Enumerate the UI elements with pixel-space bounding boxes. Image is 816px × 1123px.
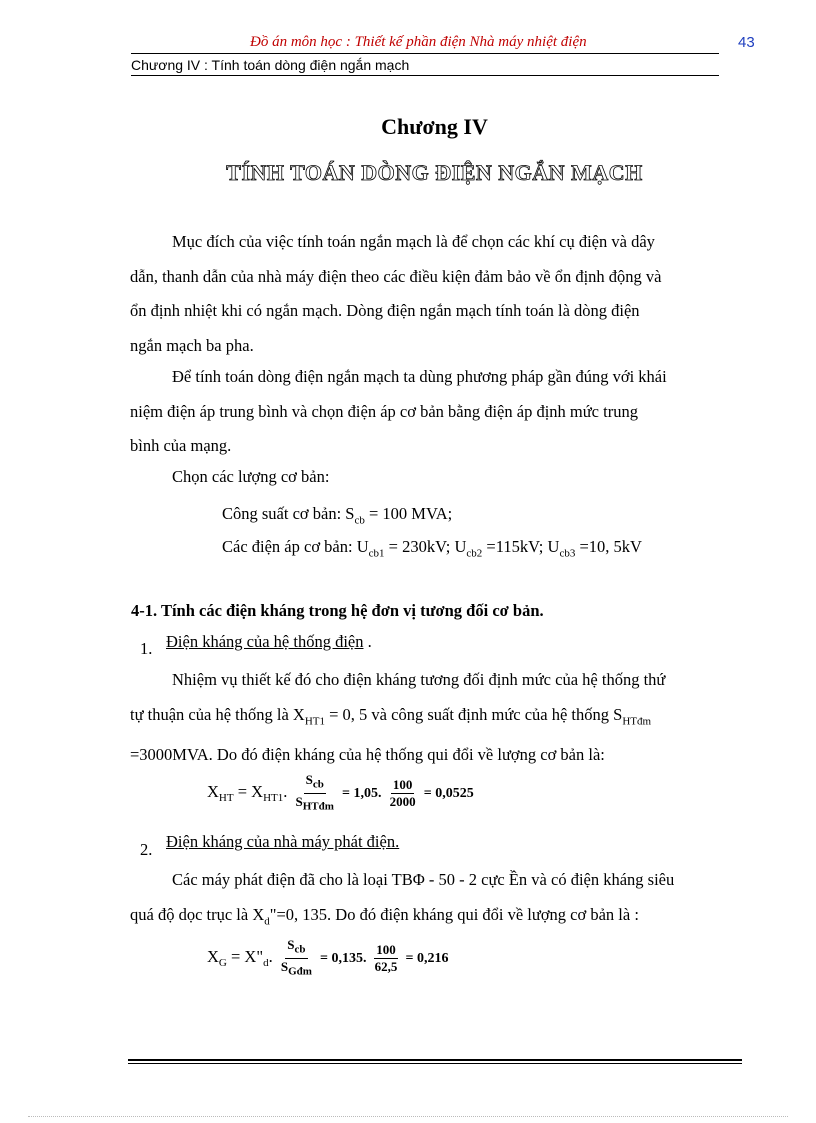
item-1-number: 1. [140,639,153,658]
u3-value: =10, 5kV [575,537,642,556]
text-fragment: quá độ dọc trục là X [130,904,265,924]
text-fragment: "=0, 135. Do đó điện kháng qui đổi về lượng cơ bản là : [269,904,639,924]
u2-sub: cb2 [466,547,483,560]
item-2-number: 2. [140,840,153,859]
chapter-label: Chương IV [381,114,488,139]
running-title: Chương IV : Tính toán dòng điện ngắn mạch [131,57,410,73]
u1-sub: cb1 [368,547,385,560]
document-header-title: Đồ án môn học : Thiết kế phần điện Nhà máy nhiệt điện [250,34,587,50]
formula-eq: = X" [226,946,264,966]
base-power-value: = 100 MVA; [364,504,453,523]
frac-num-sub: cb [312,778,324,791]
text-line: Mục đích của việc tính toán ngắn mạch là để chọn các khí cụ điện và dây [172,232,655,251]
text-line [130,898,740,939]
text-fragment: tự thuận của hệ thống là X [130,704,305,724]
frac-den: S [295,793,303,809]
item-1-title-tail: . [363,632,372,651]
text-line: ổn định nhiệt khi có ngắn mạch. Dòng điện ngắn mạch tính toán là dòng điện [130,301,640,320]
frac-num: 100 [392,776,413,792]
text-line: bình của mạng. [130,436,232,455]
s-htdm-sub: HTđm [622,714,652,727]
running-title-rule [131,75,719,76]
text-line: =3000MVA. Do đó điện kháng của hệ thống qui đổi về lượng cơ bản là: [130,745,605,765]
frac-den: 62,5 [374,958,398,974]
formula-result: = 0,0525 [423,785,474,801]
fraction-num [373,942,400,975]
fraction-s [279,937,314,979]
u2-value: =115kV; U [482,537,560,556]
frac-num: S [305,772,313,787]
item-1-paragraph [130,663,740,773]
frac-num: S [287,937,295,952]
text-line [130,698,740,739]
formula-xht [207,772,474,814]
frac-num-sub: cb [294,943,306,956]
header-rule [131,53,719,54]
item-1-title-line [166,632,372,652]
frac-den: S [280,958,289,974]
formula-eq: = X [233,781,264,801]
intro-paragraph-2 [130,360,740,464]
text-line: Nhiệm vụ thiết kế đó cho điện kháng tương đối định mức của hệ thống thứ [172,670,666,689]
intro-paragraph-1 [130,225,740,363]
fraction-s [294,772,336,814]
xd-sub: d [264,914,270,927]
text-line: niệm điện áp trung bình và chọn điện áp cơ bản bằng điện áp định mức trung [130,401,638,421]
base-power-line [222,504,452,526]
frac-den-sub: HTđm [302,800,334,813]
footer-rule-thick [128,1059,742,1061]
choose-base-values: Chọn các lượng cơ bản: [172,467,330,486]
text-line: dẫn, thanh dẫn của nhà máy điện theo các điều kiện đảm bảo về ổn định động và [130,266,662,286]
frac-den: 2000 [389,793,416,809]
text-line: Các máy phát điện đã cho là loại TBΦ - 50 - 2 cực Ền và có điện kháng siêu [172,870,675,889]
text-line: ngắn mạch ba pha. [130,335,254,355]
page-number: 43 [738,34,755,51]
frac-num: 100 [376,941,396,957]
footer-rule-thin [128,1063,742,1064]
item-2-title: Điện kháng của nhà máy phát điện. [166,832,400,851]
formula-mid: = 1,05. [342,785,382,801]
text-line: Để tính toán dòng điện ngắn mạch ta dùng phương pháp gần đúng với khái [172,367,667,386]
base-power-label: Công suất cơ bản: S [222,504,355,523]
chapter-title: TÍNH TOÁN DÒNG ĐIỆN NGẮN MẠCH [226,160,643,185]
item-2-title-line [166,832,399,852]
formula-lhs: X [207,946,219,966]
section-heading: 4-1. Tính các điện kháng trong hệ đơn vị tương đối cơ bản. [131,601,544,620]
frac-den-sub: Gđm [288,965,312,978]
formula-lhs: X [207,781,219,801]
formula-result: = 0,216 [405,950,449,966]
formula-xg [207,937,449,979]
base-power-sub: cb [354,514,365,527]
x-ht1-sub: HT1 [304,714,325,727]
formula-mid: = 0,135. [320,950,367,966]
u1-value: = 230kV; U [384,537,467,556]
formula-lhs-sub: G [218,957,227,970]
formula-eq-sub: HT1 [263,792,284,805]
formula-eq-sub: d [263,957,269,970]
base-voltage-line [222,537,642,559]
item-2-paragraph [130,863,740,938]
fraction-num [388,777,418,810]
page-edge-dotted-line [28,1116,788,1117]
base-voltage-label: Các điện áp cơ bản: U [222,537,369,556]
formula-dot: . [268,946,273,966]
formula-lhs-sub: HT [218,792,234,805]
u3-sub: cb3 [559,547,576,560]
item-1-title: Điện kháng của hệ thống điện [166,632,364,651]
formula-dot: . [283,781,288,801]
text-fragment: = 0, 5 và công suất định mức của hệ thống S [325,704,623,724]
